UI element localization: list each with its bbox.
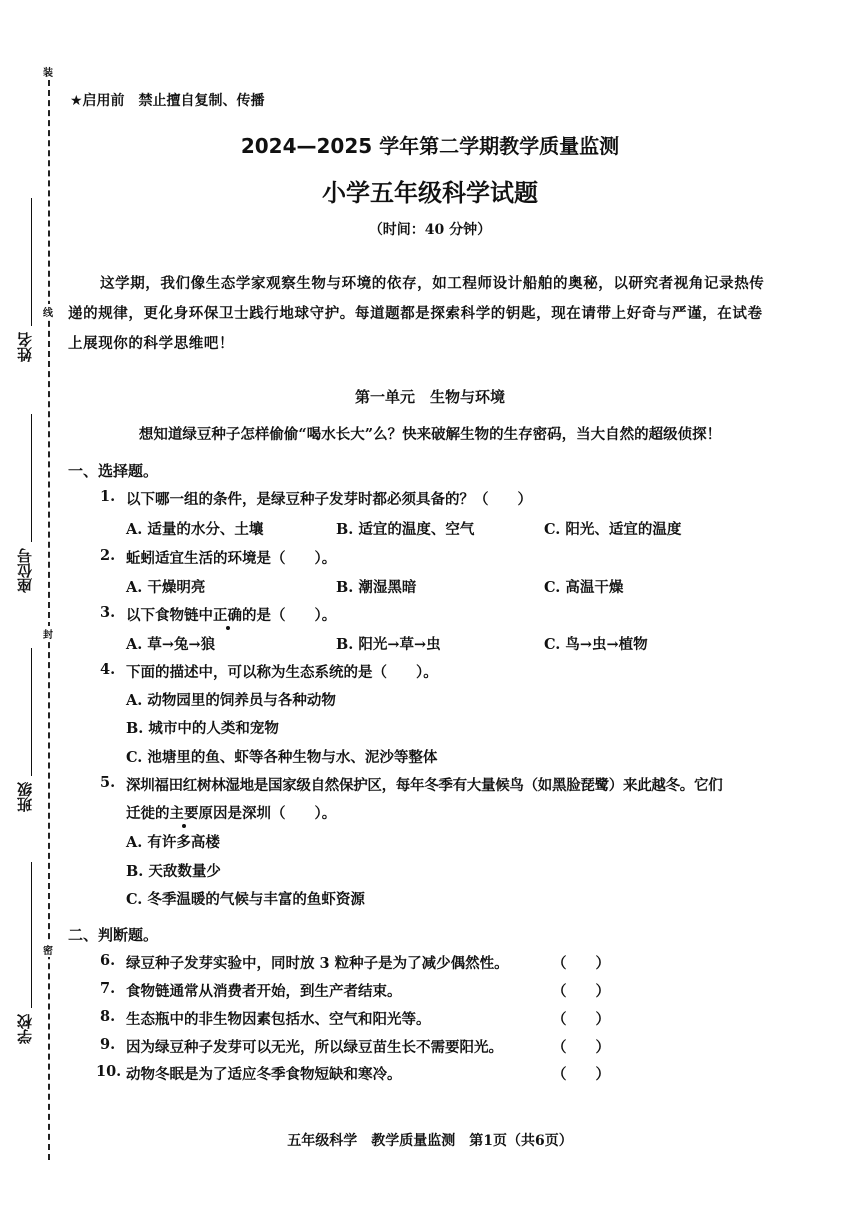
option-a[interactable]: A. 干燥明亮 (126, 579, 206, 596)
exam-title: 2024—2025 学年第二学期教学质量监测 (240, 134, 620, 158)
binding-mark: 密 (42, 942, 54, 957)
confidential-notice: ★启用前 禁止擅自复制、传播 (70, 93, 265, 109)
option-a[interactable]: A. 草→兔→狼 (126, 636, 216, 653)
option-c[interactable]: C. 高温干燥 (544, 579, 624, 596)
option-a[interactable]: A. 适量的水分、土壤 (126, 521, 264, 538)
emphasis-word: 主要 (170, 802, 199, 823)
judge-statement: 动物冬眠是为了适应冬季食物短缺和寒冷。 (126, 1066, 402, 1083)
option-a[interactable]: A. 有许多高楼 (126, 834, 220, 851)
option-b[interactable]: B. 适宜的温度、空气 (336, 521, 475, 538)
name-field-line[interactable] (31, 198, 32, 326)
judge-number: 10. (96, 1063, 122, 1080)
intro-line: 递的规律，更化身环保卫士践行地球守护。每道题都是探索科学的钥匙，现在请带上好奇与严谨，在试卷 (68, 305, 763, 322)
option-b[interactable]: B. 天敌数量少 (126, 863, 221, 880)
question-text-part: 原因是深圳（ ）。 (198, 805, 337, 822)
question-text: 下面的描述中，可以称为生态系统的是（ ）。 (126, 664, 438, 681)
binding-mark: 线 (42, 304, 54, 319)
name-field-label: 姓名 (16, 332, 34, 362)
question-text-part: 的是（ ）。 (242, 607, 337, 624)
page-footer: 五年级科学 教学质量监测 第1页（共6页） (287, 1133, 573, 1149)
judge-number: 6. (100, 952, 116, 969)
option-a[interactable]: A. 动物园里的饲养员与各种动物 (126, 692, 336, 709)
answer-blank[interactable]: （ ） (552, 983, 610, 1000)
question-number: 4. (100, 661, 116, 678)
judge-statement: 食物链通常从消费者开始，到生产者结束。 (126, 983, 402, 1000)
exam-subtitle: 小学五年级科学试题 (322, 179, 538, 207)
class-field-label: 班级 (16, 782, 34, 812)
option-b[interactable]: B. 城市中的人类和宠物 (126, 720, 279, 737)
unit-lead: 想知道绿豆种子怎样偷偷“喝水长大”么？快来破解生物的生存密码，当大自然的超级侦探！ (138, 426, 722, 443)
binding-mark: 封 (42, 626, 54, 641)
question-number: 5. (100, 774, 116, 791)
answer-blank[interactable]: （ ） (552, 1066, 610, 1083)
option-c[interactable]: C. 鸟→虫→植物 (544, 636, 648, 653)
option-b[interactable]: B. 阳光→草→虫 (336, 636, 441, 653)
emphasis-word: 正确 (213, 604, 242, 625)
binding-dashed-line (48, 80, 50, 1160)
judge-number: 8. (100, 1008, 116, 1025)
judge-statement: 绿豆种子发芽实验中，同时放 3 粒种子是为了减少偶然性。 (126, 955, 509, 972)
question-number: 3. (100, 604, 116, 621)
question-text-part: 迁徙的 (126, 805, 170, 822)
question-text (126, 604, 336, 625)
binding-mark: 装 (42, 64, 54, 79)
option-c[interactable]: C. 阳光、适宜的温度 (544, 521, 682, 538)
class-field-line[interactable] (31, 648, 32, 776)
question-text: 以下哪一组的条件，是绿豆种子发芽时都必须具备的？（ ） (126, 491, 532, 508)
answer-blank[interactable]: （ ） (552, 1011, 610, 1028)
judge-number: 7. (100, 980, 116, 997)
judge-statement: 生态瓶中的非生物因素包括水、空气和阳光等。 (126, 1011, 431, 1028)
judge-number: 9. (100, 1036, 116, 1053)
intro-line: 这学期，我们像生态学家观察生物与环境的依存，如工程师设计船舶的奥秘，以研究者视角记录热传 (100, 275, 765, 292)
exam-time: （时间：40 分钟） (368, 222, 492, 238)
option-c[interactable]: C. 池塘里的鱼、虾等各种生物与水、泥沙等整体 (126, 749, 438, 766)
seat-field-label: 座位号 (16, 548, 34, 593)
question-text: 蚯蚓适宜生活的环境是（ ）。 (126, 550, 337, 567)
question-text: 深圳福田红树林湿地是国家级自然保护区，每年冬季有大量候鸟（如黑脸琵鹭）来此越冬。它们 (126, 777, 723, 794)
answer-blank[interactable]: （ ） (552, 1039, 610, 1056)
question-number: 2. (100, 547, 116, 564)
judge-statement: 因为绿豆种子发芽可以无光，所以绿豆苗生长不需要阳光。 (126, 1039, 503, 1056)
school-field-label: 学校 (16, 1014, 34, 1044)
school-field-line[interactable] (31, 862, 32, 1008)
unit-title: 第一单元 生物与环境 (354, 388, 505, 406)
question-number: 1. (100, 488, 116, 505)
option-c[interactable]: C. 冬季温暖的气候与丰富的鱼虾资源 (126, 891, 365, 908)
intro-line: 上展现你的科学思维吧！ (68, 335, 235, 352)
question-text (126, 802, 336, 823)
answer-blank[interactable]: （ ） (552, 955, 610, 972)
option-b[interactable]: B. 潮湿黑暗 (336, 579, 417, 596)
section-heading-choice: 一、选择题。 (68, 462, 159, 480)
section-heading-judge: 二、判断题。 (68, 926, 159, 944)
question-text-part: 以下食物链中 (126, 607, 213, 624)
